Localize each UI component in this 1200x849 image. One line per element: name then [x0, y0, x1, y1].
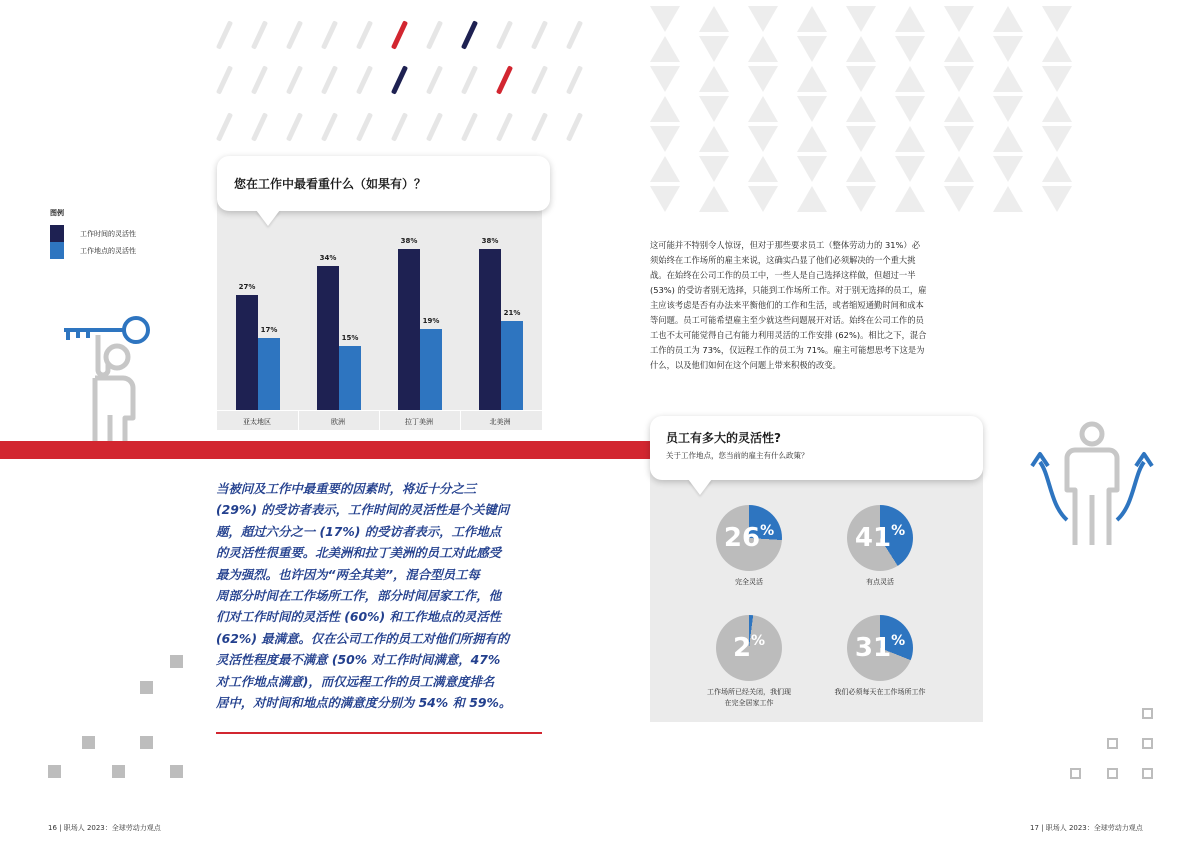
quote-line: 的灵活性很重要。北美洲和拉丁美洲的员工对此感受	[216, 545, 501, 561]
legend-title: 图例	[50, 209, 64, 217]
triangle-mark	[846, 126, 876, 152]
pie-label: 完全灵活	[735, 578, 763, 586]
triangle-mark	[797, 156, 827, 182]
slash-mark	[426, 65, 443, 94]
triangle-mark	[1042, 186, 1072, 212]
deco-square	[170, 655, 183, 668]
slash-mark	[216, 65, 233, 94]
triangle-mark	[699, 186, 729, 212]
triangle-mark	[846, 66, 876, 92]
body-line: 工也不太可能觉得自己有能力利用灵活的工作安排 (62%)。相比之下，混合	[650, 330, 927, 340]
legend-swatch-place	[50, 242, 64, 259]
slash-mark	[356, 20, 373, 49]
body-line: 主应该考虑是否有办法来平衡他们的工作和生活，或者缩短通勤时间和成本	[650, 300, 924, 310]
slash-mark	[566, 65, 583, 94]
slash-mark	[531, 65, 548, 94]
bar-time	[236, 295, 258, 410]
quote-line: (29%) 的受访者表示，工作时间的灵活性是个关键问	[216, 502, 510, 518]
legend-label-place: 工作地点的灵活性	[80, 247, 136, 255]
footer-left: 16 | 职场人 2023：全球劳动力观点	[48, 824, 161, 832]
slash-mark	[286, 65, 303, 94]
triangle-mark	[650, 96, 680, 122]
question-bubble	[217, 156, 550, 211]
triangle-mark	[846, 6, 876, 32]
bar-value-label: 15%	[341, 334, 359, 343]
axis-line	[217, 410, 542, 411]
triangle-mark	[993, 6, 1023, 32]
triangle-mark	[895, 126, 925, 152]
bar-value-label: 21%	[503, 308, 521, 317]
body-paragraph	[650, 238, 990, 373]
quote-line: 当被问及工作中最重要的因素时，将近十分之三	[216, 481, 477, 496]
category-label: 北美洲	[489, 418, 511, 426]
bar-time	[398, 249, 420, 411]
bar-value-label: 19%	[422, 317, 440, 326]
triangle-mark	[650, 66, 680, 92]
triangle-mark	[895, 156, 925, 182]
triangle-mark	[846, 186, 876, 212]
chart-question: 您在工作中最看重什么（如果有）？	[234, 177, 427, 191]
triangle-mark	[993, 186, 1023, 212]
legend-label-time: 工作时间的灵活性	[80, 230, 136, 238]
triangle-mark	[797, 186, 827, 212]
triangle-mark	[1042, 66, 1072, 92]
triangle-mark	[797, 66, 827, 92]
slash-mark	[391, 112, 408, 141]
bar-value-label: 34%	[319, 253, 337, 262]
triangle-mark	[650, 126, 680, 152]
triangle-mark	[895, 6, 925, 32]
bar-value-label: 38%	[481, 236, 499, 245]
triangle-mark	[993, 36, 1023, 62]
triangle-mark	[650, 6, 680, 32]
deco-square	[82, 736, 95, 749]
triangle-mark	[699, 156, 729, 182]
body-line: 等问题。员工可能希望雇主至少就这些问题展开对话。始终在公司工作的员	[650, 315, 924, 325]
slash-mark	[496, 65, 513, 94]
quote-line: 周部分时间在工作场所工作，部分时间居家工作，他	[216, 588, 501, 604]
slash-mark	[251, 20, 268, 49]
triangle-mark	[944, 36, 974, 62]
footer-right: 17 | 职场人 2023：全球劳动力观点	[1030, 824, 1143, 832]
pie-label: 有点灵活	[866, 578, 894, 586]
triangle-mark	[846, 36, 876, 62]
bar-time	[479, 249, 501, 411]
deco-square-outline	[1107, 768, 1118, 779]
pie-chart-title: 员工有多大的灵活性?	[666, 431, 781, 445]
triangle-mark	[993, 126, 1023, 152]
bar-place	[339, 346, 361, 410]
deco-square	[170, 765, 183, 778]
slash-mark	[531, 20, 548, 49]
quote-text	[216, 478, 556, 713]
triangle-mark	[650, 156, 680, 182]
triangle-mark	[699, 66, 729, 92]
deco-square	[140, 736, 153, 749]
triangle-mark	[895, 66, 925, 92]
triangle-mark	[944, 186, 974, 212]
body-line: (53%) 的受访者别无选择，只能到工作场所工作。对于别无选择的员工，雇	[650, 285, 927, 295]
triangle-mark	[944, 96, 974, 122]
triangle-mark	[797, 36, 827, 62]
bar-place	[420, 329, 442, 410]
triangle-mark	[1042, 6, 1072, 32]
slash-mark	[321, 20, 338, 49]
slash-mark	[391, 20, 408, 49]
triangle-mark	[650, 186, 680, 212]
quote-line: 对工作地点满意)，而仅远程工作的员工满意度排名	[216, 673, 495, 689]
triangle-mark	[748, 186, 778, 212]
category-label: 拉丁美洲	[405, 418, 433, 426]
slash-mark	[566, 112, 583, 141]
quote-line: 最为强烈。也许因为“两全其美”，混合型员工每	[216, 566, 480, 582]
pie-label: 工作场所已经关闭，我们现在完全居家工作	[707, 688, 791, 707]
slash-mark	[356, 112, 373, 141]
deco-square-outline	[1107, 738, 1118, 749]
red-divider-band	[0, 441, 652, 459]
quote-line: 居中，对时间和地点的满意度分别为 54% 和 59%。	[216, 695, 512, 711]
triangle-mark	[895, 186, 925, 212]
triangle-mark	[993, 156, 1023, 182]
deco-square-outline	[1142, 768, 1153, 779]
bar-value-label: 17%	[260, 325, 278, 334]
triangle-mark	[797, 6, 827, 32]
quote-line: 们对工作时间的灵活性 (60%) 和工作地点的灵活性	[216, 609, 502, 625]
person-with-key-icon	[60, 310, 160, 445]
quote-line: (62%) 最满意。仅在公司工作的员工对他们所拥有的	[216, 630, 510, 646]
pie-title-bubble	[650, 416, 983, 480]
triangle-mark	[993, 66, 1023, 92]
slash-mark	[286, 20, 303, 49]
triangle-mark	[699, 6, 729, 32]
pie-grid	[650, 490, 983, 720]
slash-mark	[566, 20, 583, 49]
quote-line: 题，超过六分之一 (17%) 的受访者表示，工作地点	[216, 523, 502, 539]
pie-label: 我们必须每天在工作场所工作	[834, 688, 926, 696]
triangle-mark	[699, 36, 729, 62]
deco-square	[112, 765, 125, 778]
pie-value: 26%	[723, 523, 775, 553]
triangle-mark	[797, 96, 827, 122]
slash-mark	[356, 65, 373, 94]
body-line: 工作的员工为 73%，仅远程工作的员工为 71%。雇主可能想思考下这是为	[650, 345, 925, 355]
triangle-mark	[797, 126, 827, 152]
slash-mark	[461, 65, 478, 94]
pie-value: 2%	[732, 633, 766, 663]
triangle-mark	[944, 156, 974, 182]
triangle-mark	[1042, 36, 1072, 62]
bar-chart-area	[217, 220, 542, 410]
triangle-mark	[944, 126, 974, 152]
category-divider	[298, 410, 299, 430]
question-bubble-tail	[256, 210, 280, 226]
category-label: 欧洲	[331, 418, 345, 426]
pie-value: 41%	[854, 523, 906, 553]
triangle-mark	[895, 96, 925, 122]
deco-square-outline	[1070, 768, 1081, 779]
slash-mark	[391, 65, 408, 94]
triangle-mark	[846, 96, 876, 122]
slash-mark	[216, 20, 233, 49]
legend-swatch-time	[50, 225, 64, 242]
deco-square	[48, 765, 61, 778]
quote-line: 灵活性程度最不满意 (50% 对工作时间满意，47%	[216, 652, 501, 668]
slash-mark	[461, 112, 478, 141]
body-line: 这可能并不特别令人惊讶，但对于那些要求员工（整体劳动力的 31%）必	[650, 240, 920, 250]
deco-square-outline	[1142, 708, 1153, 719]
triangle-mark	[748, 66, 778, 92]
deco-square	[140, 681, 153, 694]
triangle-mark	[699, 126, 729, 152]
triangle-mark	[748, 156, 778, 182]
triangle-mark	[748, 6, 778, 32]
category-axis	[217, 410, 542, 430]
bar-value-label: 38%	[400, 236, 418, 245]
triangle-mark	[895, 36, 925, 62]
triangle-mark	[699, 96, 729, 122]
slash-mark	[251, 65, 268, 94]
triangle-mark	[1042, 156, 1072, 182]
slash-mark	[461, 20, 478, 49]
category-divider	[460, 410, 461, 430]
triangle-mark	[944, 6, 974, 32]
slash-mark	[286, 112, 303, 141]
person-with-arrows-icon	[1030, 420, 1155, 545]
triangle-mark	[944, 66, 974, 92]
pie-value: 31%	[854, 633, 906, 663]
category-label: 亚太地区	[243, 418, 271, 426]
slash-mark	[496, 112, 513, 141]
triangle-mark	[748, 126, 778, 152]
slash-mark	[531, 112, 548, 141]
body-line: 战。在始终在公司工作的员工中，一些人是自己选择这样做，但超过一半	[650, 270, 916, 280]
slash-mark	[321, 65, 338, 94]
triangle-mark	[748, 96, 778, 122]
slash-mark	[251, 112, 268, 141]
slash-mark	[496, 20, 513, 49]
triangle-mark	[748, 36, 778, 62]
bar-place	[501, 321, 523, 410]
triangle-mark	[993, 96, 1023, 122]
slash-mark	[321, 112, 338, 141]
slash-mark	[426, 112, 443, 141]
bar-place	[258, 338, 280, 410]
deco-square-outline	[1142, 738, 1153, 749]
pie-chart-subtitle: 关于工作地点，您当前的雇主有什么政策？	[666, 451, 809, 460]
chart-legend	[50, 208, 170, 268]
quote-underline	[216, 732, 542, 734]
slash-mark	[426, 20, 443, 49]
body-line: 须始终在工作场所的雇主来说，这确实凸显了他们必须解决的一个重大挑	[650, 255, 916, 265]
triangle-mark	[650, 36, 680, 62]
bar-value-label: 27%	[238, 283, 256, 292]
slash-mark	[216, 112, 233, 141]
triangle-mark	[846, 156, 876, 182]
triangle-mark	[1042, 96, 1072, 122]
body-line: 什么，以及他们如何在这个问题上带来积极的改变。	[650, 360, 841, 370]
category-divider	[379, 410, 380, 430]
triangle-mark	[1042, 126, 1072, 152]
